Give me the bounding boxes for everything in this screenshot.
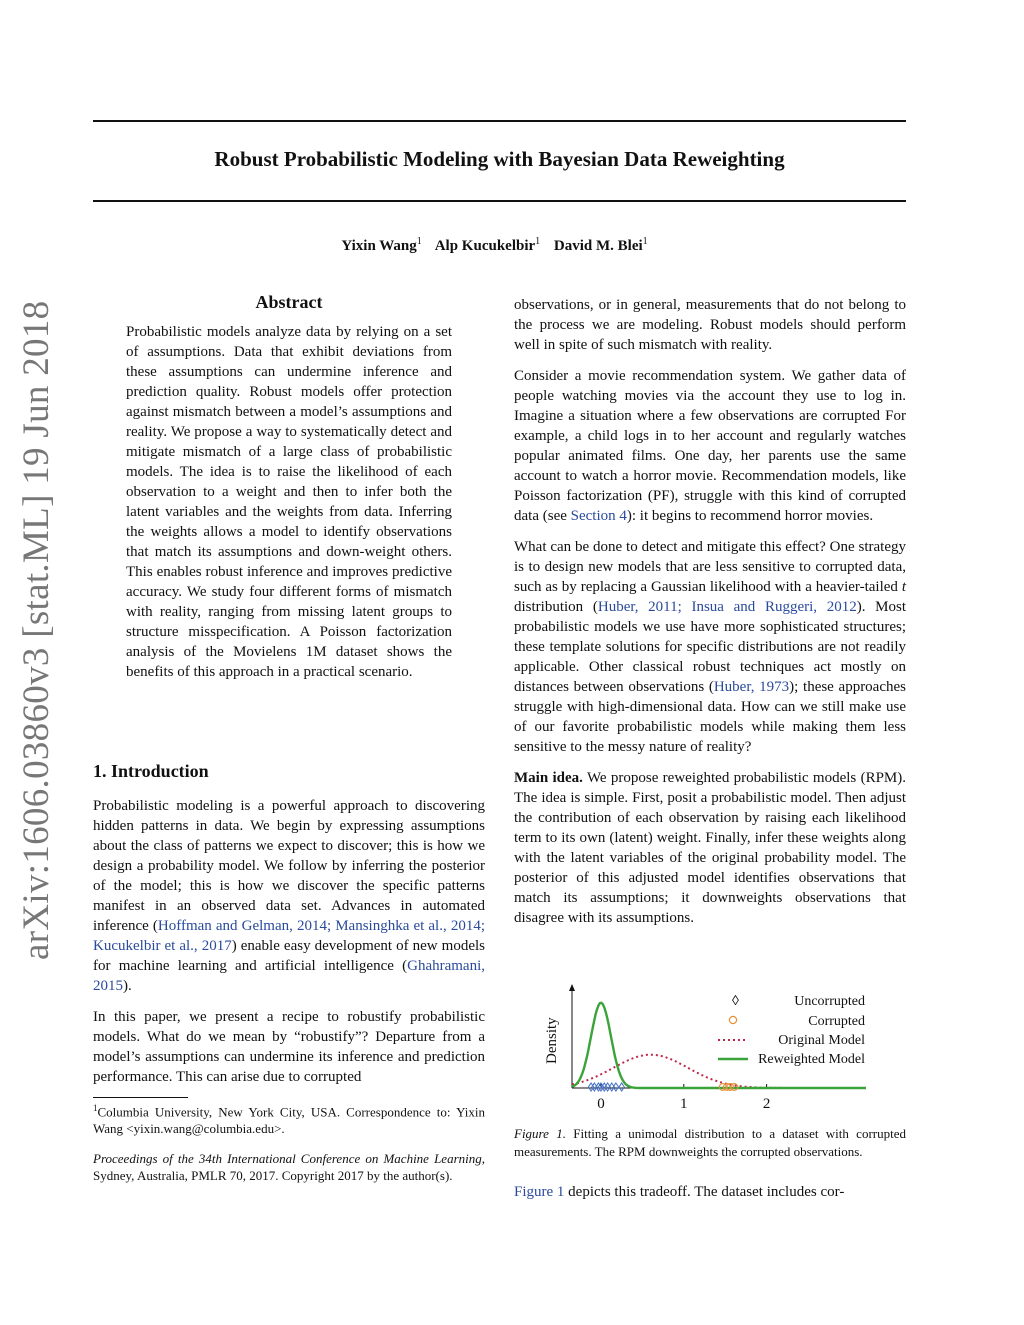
arxiv-stamp: arXiv:1606.03860v3 [stat.ML] 19 Jun 2018: [16, 300, 57, 960]
footnote-rule: [93, 1097, 188, 1098]
uncorrupted-point: [588, 1083, 593, 1091]
abstract-text: Probabilistic models analyze data by relying on a set of assumptions. Data that exhibit deviations from these assumptions can undermine inference and prediction quality. Robust models offer protection against mismatch between a model’s assumptions and reality. We propose a way to systematically detect and mitigate mismatch of a large class of probabilistic models. The idea is to raise the likelihood of each observation to a weight and then to infer both the latent variables and the weights from data. Inferring the weights allows a model to identify observations that match its assumptions and down-weight others. This enables robust inference and improves predictive accuracy. We study four different forms of mismatch with reality, ranging from missing latent groups to structure misspecification. A Poisson factorization analysis of the Movielens 1M dataset shows the benefits of this approach in a practical scenario.: [126, 324, 452, 680]
intro-paragraph-1: Probabilistic modeling is a powerful approach to discovering hidden patterns in data. We begin by expressing assumptions about the class of patterns we expect to discover; this is how we design a probability model. We follow by inferring the posterior of the model; this is how we discover the specific patterns manifest in an observed data set. Advances in automated inference (Hoffman and Gelman, 2014; Mansinghka et al., 2014; Kucukelbir et al., 2017) enable easy development of new models for machine learning and artificial intelligence (Ghahramani, 2015).: [93, 798, 485, 994]
top-rule: [93, 120, 906, 122]
section-link[interactable]: Section 4: [570, 508, 627, 524]
paper-title: Robust Probabilistic Modeling with Bayesian Data Reweighting: [214, 147, 785, 171]
right-column-continuation: [514, 1182, 906, 1213]
chart-legend: [718, 994, 865, 1067]
figure-1-chart: [540, 980, 880, 1115]
legend-label-uncorrupted: Uncorrupted: [794, 994, 865, 1009]
author-name: Yixin Wang: [341, 238, 417, 254]
abstract-body: [126, 322, 452, 693]
author-affil: 1: [535, 236, 541, 247]
title-bottom-rule: [93, 200, 906, 202]
figure-1-caption: Figure 1. Fitting a unimodal distribution to a dataset with corrupted measurements. The RPM downweights the corrupted observations.: [514, 1126, 906, 1159]
citation-link[interactable]: Hoffman and Gelman, 2014; Mansinghka et al., 2014; Kucukelbir et al., 2017: [93, 918, 485, 954]
legend-marker-corrupted: [729, 1016, 736, 1023]
left-column-body: [93, 796, 485, 1098]
uncorrupted-point: [602, 1083, 607, 1091]
author-name: Alp Kucukelbir: [434, 238, 536, 254]
citation-link[interactable]: Huber, 2011; Insua and Ruggeri, 2012: [597, 599, 857, 615]
legend-label-reweighted: Reweighted Model: [758, 1052, 865, 1067]
right-paragraph-1: Consider a movie recommendation system. We gather data of people watching movies via the account they use to log in. Imagine a situation where a few observations are corrupted For example, a child logs in to her account and regularly watches popular animated films. One day, her parents use the same account to watch a horror movie. Recommendation models, like Poisson factorization (PF), struggle with this kind of corrupted data (see Section 4): it begins to recommend horror movies.: [514, 368, 906, 524]
right-paragraph-0: observations, or in general, measurements that do not belong to the process we are modeling. Robust models should perform well in spite of such mismatch with reality.: [514, 297, 906, 353]
section-heading-introduction: 1. Introduction: [93, 761, 209, 781]
intro-paragraph-2: In this paper, we present a recipe to robustify probabilistic models. What do we mean by “robustify”? Departure from a model’s assumptions can undermine its inference and prediction performance. This can arise due to corrupted: [93, 1009, 485, 1085]
uncorrupted-point: [619, 1083, 624, 1091]
y-axis-label: Density: [544, 1017, 560, 1064]
x-tick-label: 1: [680, 1096, 688, 1112]
right-column-body: [514, 295, 906, 939]
author-name: David M. Blei: [553, 238, 643, 254]
author-list: [93, 236, 906, 255]
x-tick-label: 0: [597, 1096, 605, 1112]
figure-reference-paragraph: Figure 1 depicts this tradeoff. The dataset includes cor-: [514, 1184, 845, 1200]
legend-label-corrupted: Corrupted: [808, 1014, 865, 1029]
main-idea-paragraph: Main idea. We propose reweighted probabilistic models (RPM). The idea is simple. First, posit a probabilistic model. Then adjust the contribution of each observation by raising each likelihood term to its own (latent) weight. Finally, infer these weights along with the latent variables of the original probability model. The posterior of this adjusted model identifies observations that match its assumptions; it downweights observations that disagree with its assumptions.: [514, 770, 906, 926]
abstract-heading: Abstract: [255, 292, 323, 312]
author-affil: 1: [642, 236, 648, 247]
citation-link[interactable]: Ghahramani, 2015: [93, 958, 485, 994]
legend-label-original: Original Model: [778, 1033, 865, 1048]
legend-marker-uncorrupted: ◊: [732, 994, 739, 1009]
footnote-affiliation: $^1$Columbia University, New York City, USA. Correspondence to: Yixin Wang <yixin.wang@columbia.edu>.: [93, 1103, 485, 1137]
author-affil: 1: [416, 236, 422, 247]
citation-link[interactable]: Huber, 1973: [713, 679, 790, 695]
right-paragraph-2: What can be done to detect and mitigate this effect? One strategy is to design new models that are less sensitive to corrupted data, such as by replacing a Gaussian likelihood with a heavier-tailed t distribution (Huber, 2011; Insua and Ruggeri, 2012). Most probabilistic models we use have more sophisticated structures; these template solutions for specific distributions are not readily applicable. Other classical robust techniques act mostly on distances between observations (Huber, 1973); these approaches struggle with high-dimensional data. How can we still make use of our favorite probabilistic models while making them less sensitive to the messy nature of reality?: [514, 539, 907, 755]
footnote-proceedings: Proceedings of the 34th International Conference on Machine Learning, Sydney, Australia, PMLR 70, 2017. Copyright 2017 by the author(s).: [93, 1151, 485, 1183]
y-axis-arrow: [569, 984, 575, 991]
figure-link[interactable]: Figure 1: [514, 1184, 565, 1200]
x-tick-label: 2: [762, 1096, 771, 1112]
